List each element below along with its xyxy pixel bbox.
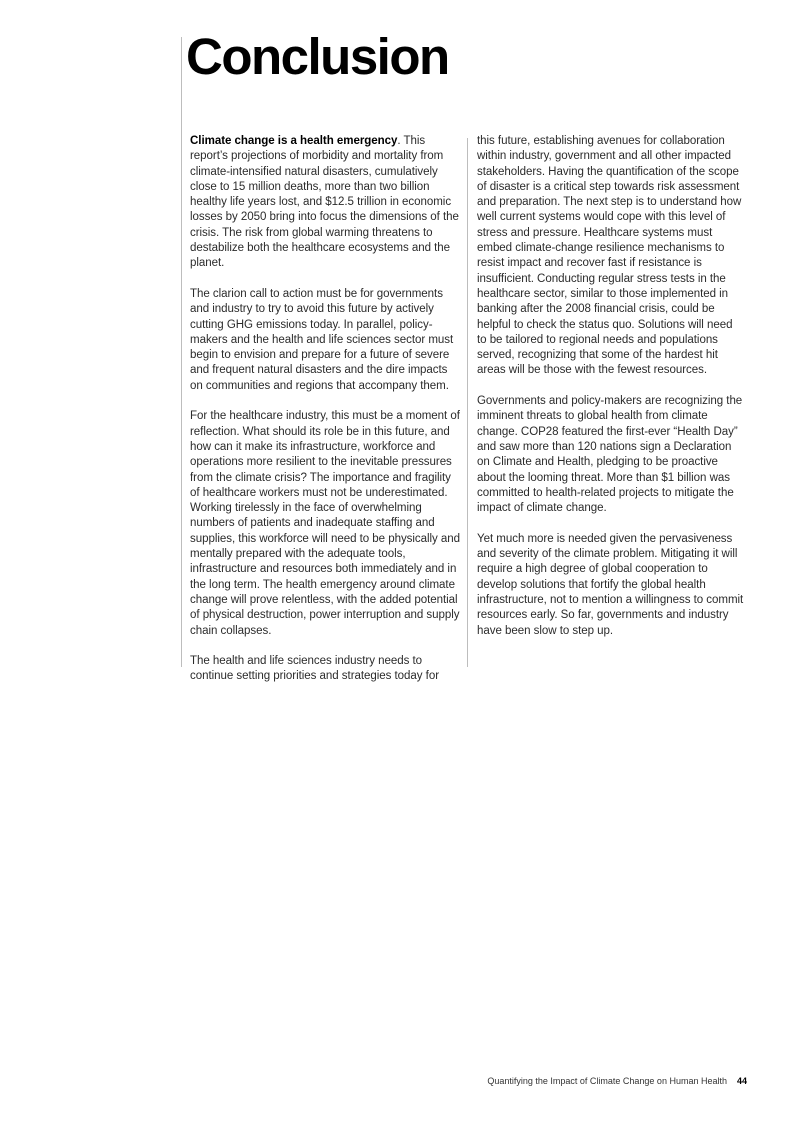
right-column <box>477 134 745 654</box>
paragraph: For the healthcare industry, this must be a moment of reflection. What should its role be in this future, and how can it make its infrastructure, workforce and operations more resilient to the inevitable pressures from the climate crisis? The importance and fragility of healthcare workers must not be underestimated. Working tirelessly in the face of overwhelming numbers of patients and inadequate staffing and supplies, this workforce will need to be physically and mentally prepared with the adequate tools, infrastructure and resources both immediately and in the long term. The health emergency around climate change will prove relentless, with the added potential of physical destruction, power interruption and supply chain collapses. <box>190 410 461 637</box>
title-rule <box>181 37 182 667</box>
page-title: Conclusion <box>186 28 449 85</box>
paragraph: Yet much more is needed given the pervasiveness and severity of the climate problem. Mitigating it will require a high degree of global cooperation to develop solutions that fortify the global health infrastructure, not to mention a willingness to commit resources early. So far, governments and industry have been slow to step up. <box>477 532 744 637</box>
column-divider <box>467 138 468 667</box>
paragraph-text: . This report’s projections of morbidity and mortality from climate-intensified natural disasters, cumulatively close to 15 million deaths, more than two billion healthy life years lost, and $12.5 trillion in economic losses by 2050 bring into focus the dimensions of the crisis. The risk from global warming threatens to destabilize both the healthcare ecosystems and the planet. <box>190 135 459 270</box>
lead-phrase: Climate change is a health emergency <box>190 135 398 147</box>
page-footer <box>487 1076 747 1086</box>
left-column <box>190 134 462 700</box>
footer-report-title: Quantifying the Impact of Climate Change on Human Health <box>487 1076 727 1086</box>
paragraph: Governments and policy-makers are recognizing the imminent threats to global health from climate change. COP28 featured the first-ever “Health Day” and saw more than 120 nations sign a Declaration on Climate and Health, pledging to be proactive about the looming threat. More than $1 billion was committed to health-related projects to mitigate the impact of climate change. <box>477 395 743 515</box>
paragraph: The health and life sciences industry needs to continue setting priorities and strategies today for <box>190 655 440 683</box>
paragraph <box>190 134 462 272</box>
paragraph: this future, establishing avenues for collaboration within industry, government and all other impacted stakeholders. Having the quantification of the scope of disaster is a critical step towards risk assessment and preparation. The next step is to understand how well current systems would cope with this level of stress and pressure. Healthcare systems must embed climate-change resilience mechanisms to resist impact and recover fast if resistance is insufficient. Conducting regular stress tests in the healthcare sector, similar to those implemented in banking after the 2008 financial crisis, could be helpful to check the status quo. Solutions will need to be tailored to regional needs and populations served, recognizing that some of the hardest hit areas will be those with the fewest resources. <box>477 135 742 377</box>
paragraph: The clarion call to action must be for governments and industry to try to avoid this future by actively cutting GHG emissions today. In parallel, policy-makers and the health and life sciences sector must begin to envision and prepare for a future of severe and frequent natural disasters and the dire impacts on communities and regions that accompany them. <box>190 287 454 392</box>
page-number: 44 <box>736 1076 747 1086</box>
